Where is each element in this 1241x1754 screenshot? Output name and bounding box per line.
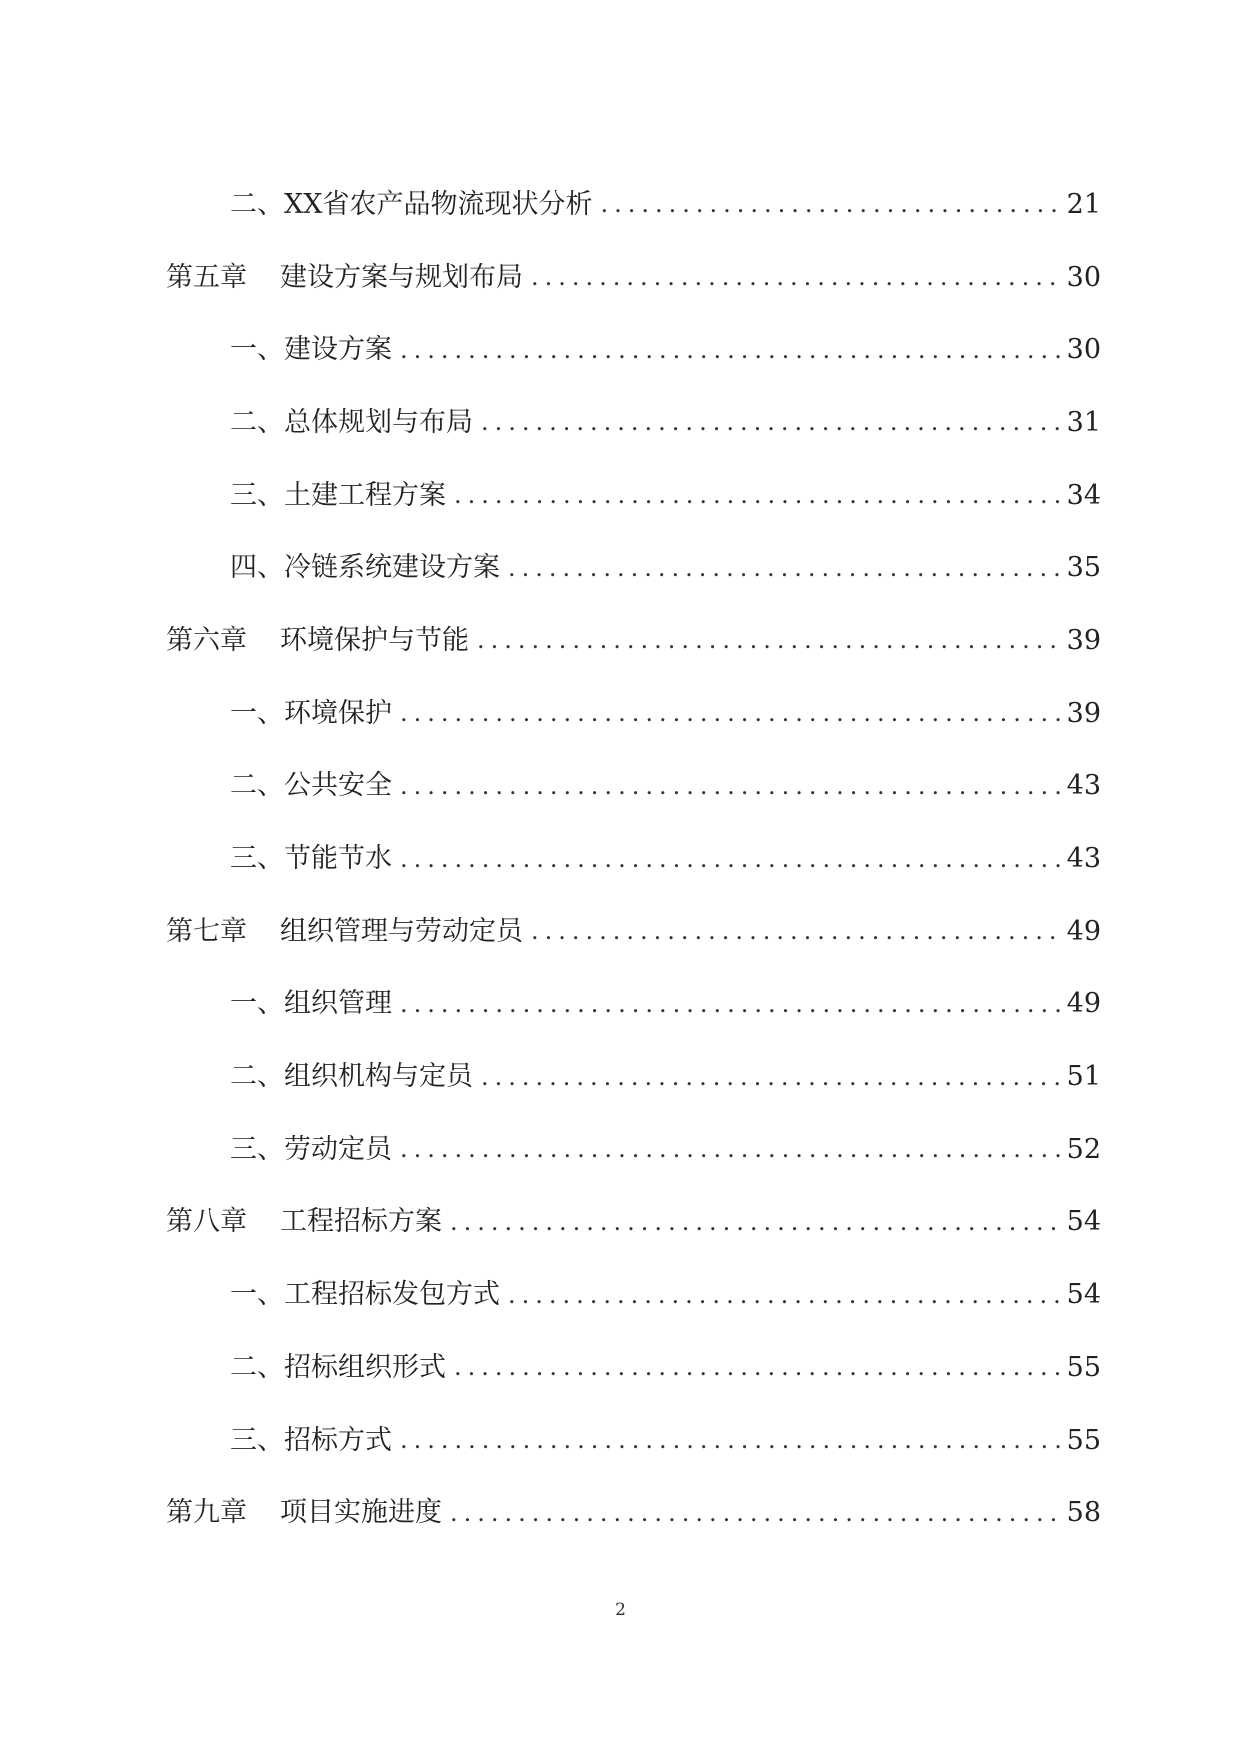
toc-entry-page-number: 43: [1066, 843, 1101, 875]
toc-dot-leader: [400, 1137, 1061, 1161]
toc-entry-page-number: 35: [1066, 552, 1101, 584]
toc-dot-leader: [400, 992, 1061, 1016]
toc-entry-title: 冷链系统建设方案: [284, 552, 500, 584]
toc-entry-page-number: 58: [1066, 1497, 1101, 1529]
toc-entry-page-number: 49: [1066, 988, 1101, 1020]
table-of-contents: [166, 168, 1101, 1549]
toc-dot-leader: [477, 628, 1061, 652]
toc-entry-number: 二、: [230, 1351, 284, 1383]
toc-chapter-entry[interactable]: [166, 604, 1101, 677]
toc-dot-leader: [600, 192, 1060, 216]
toc-entry-title: 建设方案与规划布局: [280, 261, 523, 293]
toc-entry-title: 环境保护与节能: [280, 624, 469, 656]
toc-entry-title: 招标组织形式: [284, 1351, 446, 1383]
toc-entry-number: 三、: [230, 1424, 284, 1456]
toc-section-entry[interactable]: [166, 822, 1101, 895]
toc-entry-title: 土建工程方案: [284, 479, 446, 511]
page-number: 2: [615, 1600, 626, 1620]
toc-entry-number: 二、: [230, 188, 284, 220]
toc-dot-leader: [400, 701, 1061, 725]
toc-entry-title: XX省农产品物流现状分析: [284, 188, 593, 220]
toc-section-entry[interactable]: [166, 968, 1101, 1041]
toc-entry-page-number: 21: [1066, 188, 1101, 220]
toc-entry-title: 工程招标发包方式: [284, 1279, 500, 1311]
toc-dot-leader: [400, 847, 1061, 871]
toc-entry-number: 第六章: [166, 624, 247, 656]
toc-dot-leader: [531, 919, 1061, 943]
toc-entry-title: 建设方案: [284, 334, 392, 366]
toc-section-entry[interactable]: [166, 1331, 1101, 1404]
toc-dot-leader: [450, 1210, 1061, 1234]
toc-entry-page-number: 30: [1066, 261, 1101, 293]
toc-dot-leader: [481, 1065, 1061, 1089]
toc-entry-title: 工程招标方案: [280, 1206, 442, 1238]
toc-entry-title: 组织管理与劳动定员: [280, 915, 523, 947]
toc-entry-number: 第五章: [166, 261, 247, 293]
toc-entry-title: 项目实施进度: [280, 1497, 442, 1529]
toc-entry-number: 第七章: [166, 915, 247, 947]
toc-chapter-entry[interactable]: [166, 1476, 1101, 1549]
toc-dot-leader: [531, 265, 1061, 289]
toc-section-entry[interactable]: [166, 750, 1101, 823]
toc-entry-title: 节能节水: [284, 843, 392, 875]
toc-dot-leader: [454, 483, 1061, 507]
toc-entry-page-number: 39: [1066, 697, 1101, 729]
toc-entry-page-number: 49: [1066, 915, 1101, 947]
toc-section-entry[interactable]: [166, 677, 1101, 750]
toc-entry-number: 三、: [230, 843, 284, 875]
toc-section-entry[interactable]: [166, 531, 1101, 604]
toc-chapter-entry[interactable]: [166, 895, 1101, 968]
toc-entry-number: 三、: [230, 479, 284, 511]
toc-section-entry[interactable]: [166, 168, 1101, 241]
toc-dot-leader: [400, 774, 1061, 798]
toc-entry-number: 一、: [230, 1279, 284, 1311]
toc-dot-leader: [454, 1355, 1061, 1379]
toc-chapter-entry[interactable]: [166, 1186, 1101, 1259]
toc-entry-number: 二、: [230, 406, 284, 438]
toc-section-entry[interactable]: [166, 1040, 1101, 1113]
toc-section-entry[interactable]: [166, 313, 1101, 386]
toc-entry-page-number: 52: [1066, 1133, 1101, 1165]
toc-dot-leader: [508, 1283, 1061, 1307]
toc-dot-leader: [400, 1428, 1061, 1452]
toc-entry-title: 劳动定员: [284, 1133, 392, 1165]
toc-entry-page-number: 54: [1066, 1279, 1101, 1311]
toc-entry-number: 一、: [230, 988, 284, 1020]
toc-entry-title: 公共安全: [284, 770, 392, 802]
toc-entry-page-number: 34: [1066, 479, 1101, 511]
toc-entry-title: 环境保护: [284, 697, 392, 729]
toc-section-entry[interactable]: [166, 459, 1101, 532]
toc-entry-page-number: 39: [1066, 624, 1101, 656]
toc-entry-number: 第八章: [166, 1206, 247, 1238]
toc-section-entry[interactable]: [166, 1404, 1101, 1477]
toc-entry-page-number: 43: [1066, 770, 1101, 802]
toc-dot-leader: [481, 410, 1061, 434]
toc-section-entry[interactable]: [166, 386, 1101, 459]
toc-entry-page-number: 55: [1066, 1351, 1101, 1383]
toc-entry-page-number: 31: [1066, 406, 1101, 438]
toc-entry-title: 组织机构与定员: [284, 1061, 473, 1093]
toc-entry-number: 二、: [230, 770, 284, 802]
toc-section-entry[interactable]: [166, 1258, 1101, 1331]
toc-entry-number: 一、: [230, 697, 284, 729]
toc-entry-page-number: 30: [1066, 334, 1101, 366]
toc-entry-number: 二、: [230, 1061, 284, 1093]
toc-dot-leader: [400, 338, 1061, 362]
toc-entry-number: 四、: [230, 552, 284, 584]
toc-entry-title: 招标方式: [284, 1424, 392, 1456]
toc-entry-number: 第九章: [166, 1497, 247, 1529]
toc-entry-number: 一、: [230, 334, 284, 366]
toc-dot-leader: [450, 1501, 1061, 1525]
toc-entry-page-number: 54: [1066, 1206, 1101, 1238]
toc-entry-page-number: 51: [1066, 1061, 1101, 1093]
toc-entry-title: 总体规划与布局: [284, 406, 473, 438]
toc-section-entry[interactable]: [166, 1113, 1101, 1186]
toc-entry-title: 组织管理: [284, 988, 392, 1020]
toc-entry-number: 三、: [230, 1133, 284, 1165]
toc-dot-leader: [508, 556, 1061, 580]
toc-chapter-entry[interactable]: [166, 241, 1101, 314]
toc-entry-page-number: 55: [1066, 1424, 1101, 1456]
